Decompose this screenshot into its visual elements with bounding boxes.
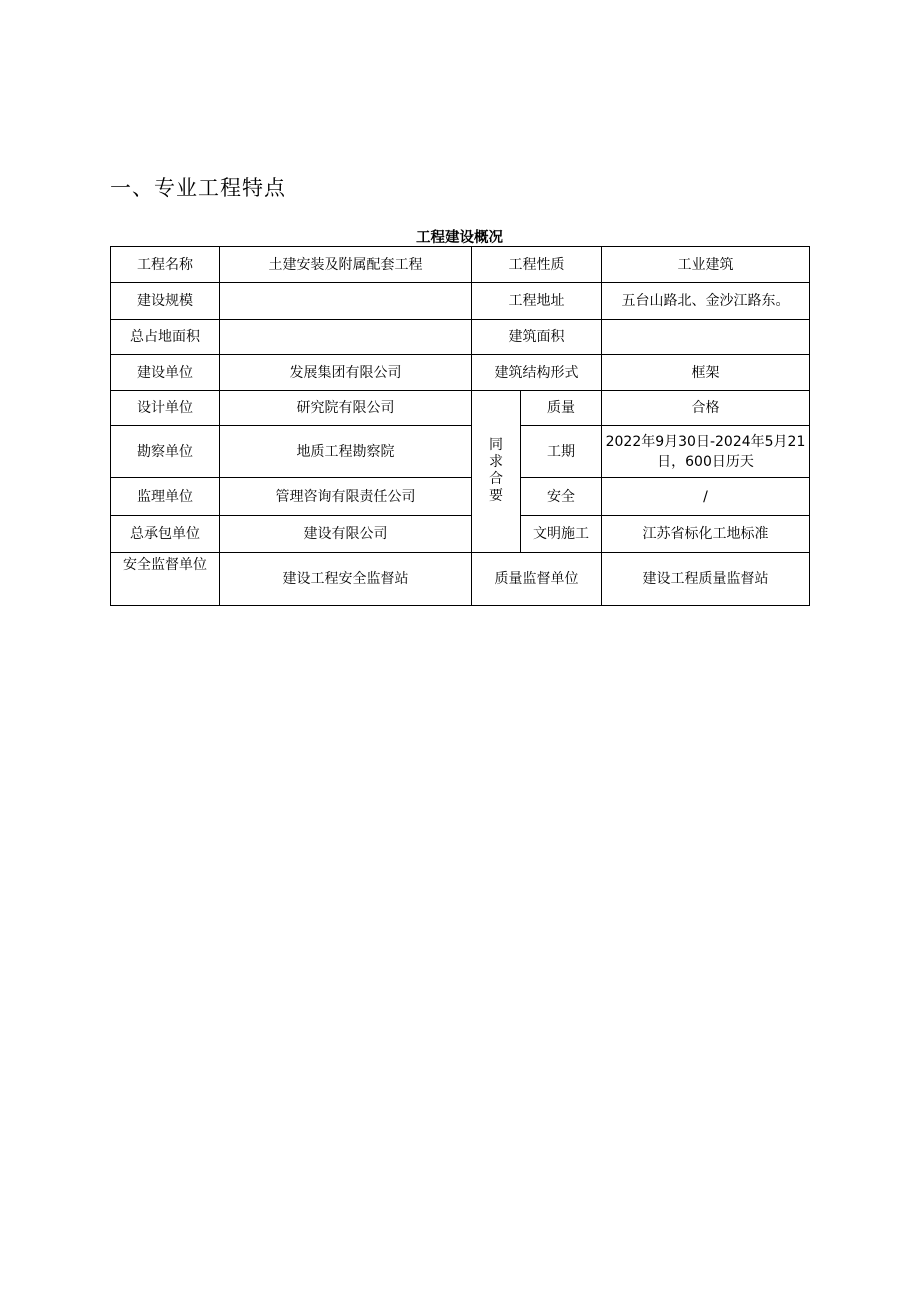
supervisor-label: 监理单位 (111, 478, 220, 516)
scale-label: 建设规模 (111, 283, 220, 320)
duration-label: 工期 (521, 426, 602, 478)
safety-agency-value: 建设工程安全监督站 (220, 553, 472, 606)
contractor-label: 总承包单位 (111, 516, 220, 553)
structure-type-value: 框架 (602, 355, 810, 391)
address-label: 工程地址 (472, 283, 602, 320)
table-row (111, 516, 810, 553)
surveyor-value: 地质工程勘察院 (220, 426, 472, 478)
quality-agency-value: 建设工程质量监督站 (602, 553, 810, 606)
table-row (111, 426, 810, 478)
contract-requirements-text: 同求合要 (489, 437, 503, 504)
owner-value: 发展集团有限公司 (220, 355, 472, 391)
section-heading: 一、专业工程特点 (110, 176, 286, 200)
quality-value: 合格 (602, 391, 810, 426)
contract-requirements-label (472, 391, 521, 553)
scale-value (220, 283, 472, 320)
surveyor-label: 勘察单位 (111, 426, 220, 478)
designer-value: 研究院有限公司 (220, 391, 472, 426)
land-area-value (220, 320, 472, 355)
civilized-construction-label: 文明施工 (521, 516, 602, 553)
table-row (111, 320, 810, 355)
building-area-label: 建筑面积 (472, 320, 602, 355)
table-row (111, 391, 810, 426)
table-row (111, 283, 810, 320)
table-caption: 工程建设概况 (416, 230, 503, 246)
land-area-label: 总占地面积 (111, 320, 220, 355)
safety-label: 安全 (521, 478, 602, 516)
building-area-value (602, 320, 810, 355)
safety-value: / (602, 478, 810, 516)
safety-agency-label: 安全监督单位 (111, 553, 220, 606)
project-nature-label: 工程性质 (472, 247, 602, 283)
project-name-label: 工程名称 (111, 247, 220, 283)
project-overview-table (110, 246, 810, 606)
contractor-value: 建设有限公司 (220, 516, 472, 553)
duration-value: 2022年9月30日-2024年5月21日，600日历天 (602, 426, 810, 478)
table-row (111, 478, 810, 516)
quality-agency-label: 质量监督单位 (472, 553, 602, 606)
project-name-value: 土建安装及附属配套工程 (220, 247, 472, 283)
structure-type-label: 建筑结构形式 (472, 355, 602, 391)
owner-label: 建设单位 (111, 355, 220, 391)
project-nature-value: 工业建筑 (602, 247, 810, 283)
quality-label: 质量 (521, 391, 602, 426)
table-row (111, 247, 810, 283)
table-row (111, 355, 810, 391)
civilized-construction-value: 江苏省标化工地标准 (602, 516, 810, 553)
designer-label: 设计单位 (111, 391, 220, 426)
table-row (111, 553, 810, 606)
address-value: 五台山路北、金沙江路东。 (602, 283, 810, 320)
supervisor-value: 管理咨询有限责任公司 (220, 478, 472, 516)
